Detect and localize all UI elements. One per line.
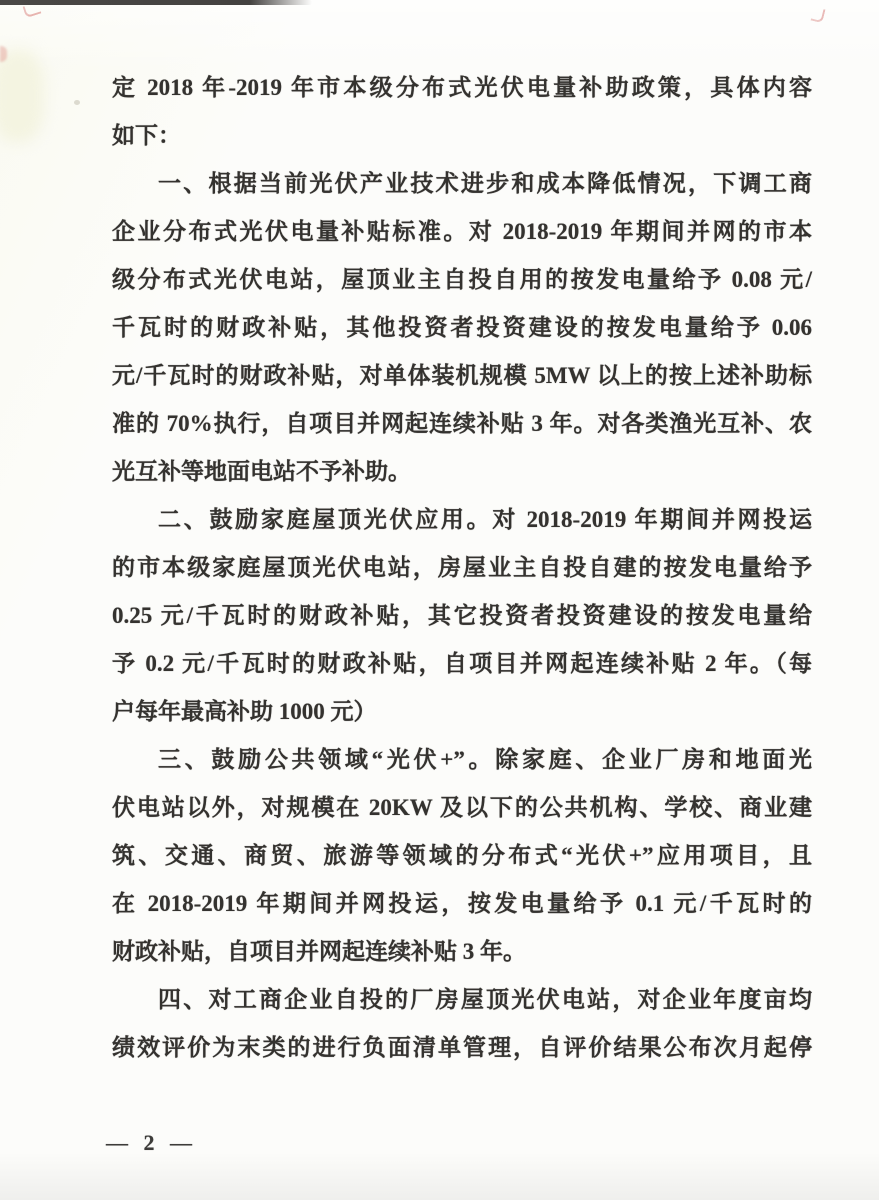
scan-artifact: [810, 7, 825, 23]
text-line: 一、根据当前光伏产业技术进步和成本降低情况，下调工商: [158, 171, 812, 196]
scan-artifact: [0, 50, 44, 142]
text-line: 定 2018 年-2019 年市本级分布式光伏电量补助政策，具体内容: [112, 75, 812, 100]
text-line: 企业分布式光伏电量补贴标准。对 2018-2019 年期间并网的市本: [112, 219, 812, 244]
text-line: 光互补等地面电站不予补助。: [112, 459, 411, 484]
scan-edge-bar: [0, 0, 312, 5]
scan-artifact: [23, 2, 42, 18]
text-line: 0.25 元/千瓦时的财政补贴，其它投资者投资建设的按发电量给: [112, 603, 812, 628]
text-line: 准的 70%执行，自项目并网起连续补贴 3 年。对各类渔光互补、农: [112, 411, 812, 436]
text-line: 伏电站以外，对规模在 20KW 及以下的公共机构、学校、商业建: [112, 795, 812, 820]
scan-artifact: [0, 46, 7, 62]
page-number: — 2 —: [106, 1130, 197, 1155]
text-line: 户每年最高补助 1000 元）: [112, 699, 377, 724]
document-body: [112, 64, 812, 1072]
text-line: 级分布式光伏电站，屋顶业主自投自用的按发电量给予 0.08 元/: [112, 267, 812, 292]
text-line: 元/千瓦时的财政补贴，对单体装机规模 5MW 以上的按上述补助标: [112, 363, 812, 388]
text-line: 的市本级家庭屋顶光伏电站，房屋业主自投自建的按发电量给予: [112, 555, 812, 580]
text-line: 予 0.2 元/千瓦时的财政补贴，自项目并网起连续补贴 2 年。（每: [112, 651, 812, 676]
text-line: 二、鼓励家庭屋顶光伏应用。对 2018-2019 年期间并网投运: [158, 507, 812, 532]
scan-artifact: [74, 100, 80, 105]
text-line: 如下：: [112, 123, 181, 148]
text-line: 筑、交通、商贸、旅游等领域的分布式“光伏+”应用项目，且: [112, 843, 812, 868]
text-line: 财政补贴，自项目并网起连续补贴 3 年。: [112, 939, 526, 964]
text-line: 绩效评价为末类的进行负面清单管理，自评价结果公布次月起停: [112, 1035, 812, 1060]
text-line: 千瓦时的财政补贴，其他投资者投资建设的按发电量给予 0.06: [112, 315, 812, 340]
text-line: 三、鼓励公共领域“光伏+”。除家庭、企业厂房和地面光: [158, 747, 812, 772]
text-line: 在 2018-2019 年期间并网投运，按发电量给予 0.1 元/千瓦时的: [112, 891, 812, 916]
text-line: 四、对工商企业自投的厂房屋顶光伏电站，对企业年度亩均: [158, 987, 812, 1012]
